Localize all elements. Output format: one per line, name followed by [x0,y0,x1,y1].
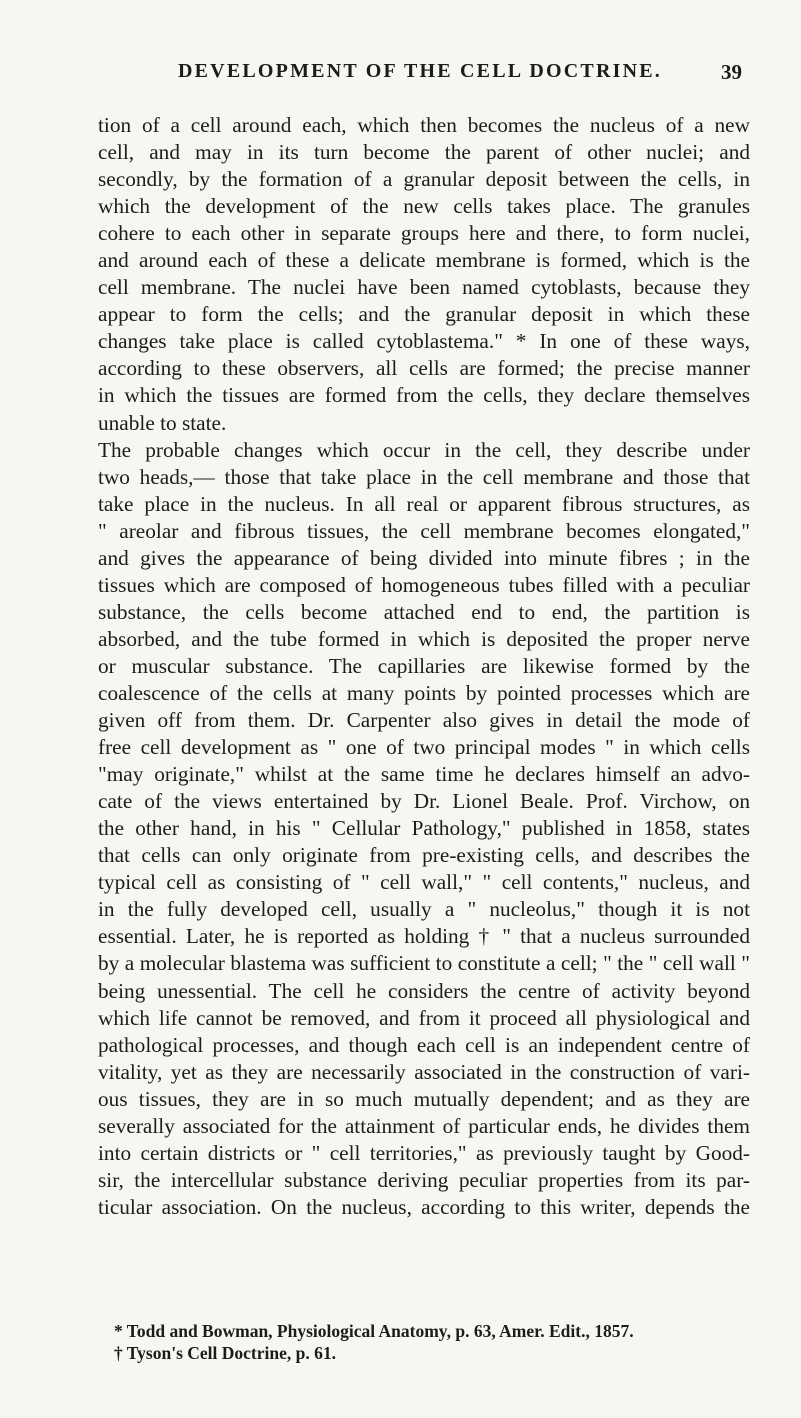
text-line: essential. Later, he is reported as holding † " that a nucleus surrounded [98,924,750,949]
text-line: sir, the intercellular substance deriving peculiar properties from its par- [98,1167,750,1192]
text-line: according to these observers, all cells are formed; the precise manner [98,356,750,381]
text-line: changes take place is called cytoblastema." * In one of these ways, [98,329,750,354]
running-title: DEVELOPMENT OF THE CELL DOCTRINE. [178,60,662,82]
text-line: severally associated for the attainment of particular ends, he divides them [98,1113,750,1138]
text-line: take place in the nucleus. In all real or apparent fibrous structures, as [98,491,750,516]
text-line: secondly, by the formation of a granular deposit between the cells, in [98,167,750,192]
text-line: substance, the cells become attached end to end, the partition is [98,599,750,624]
text-line: given off from them. Dr. Carpenter also gives in detail the mode of [98,708,750,733]
page-header [88,56,742,86]
text-line: that cells can only originate from pre-existing cells, and describes the [98,843,750,868]
text-line: and around each of these a delicate membrane is formed, which is the [98,248,750,273]
text-line: which the development of the new cells takes place. The granules [98,194,750,219]
text-line: and gives the appearance of being divided into minute fibres ; in the [98,545,750,570]
text-line: which life cannot be removed, and from it proceed all physiological and [98,1005,750,1030]
text-line: cell, and may in its turn become the parent of other nuclei; and [98,140,750,165]
text-line: ous tissues, they are in so much mutually dependent; and as they are [98,1086,750,1111]
text-line: in the fully developed cell, usually a " nucleolus," though it is not [98,897,750,922]
text-line: " areolar and fibrous tissues, the cell membrane becomes elongated," [98,518,750,543]
text-line: being unessential. The cell he considers the centre of activity beyond [98,978,750,1003]
text-line: cate of the views entertained by Dr. Lionel Beale. Prof. Virchow, on [98,789,750,814]
text-line: cohere to each other in separate groups here and there, to form nuclei, [98,221,750,246]
text-line: free cell development as " one of two principal modes " in which cells [98,735,750,760]
text-line: absorbed, and the tube formed in which is deposited the proper nerve [98,626,750,651]
text-line: typical cell as consisting of " cell wall," " cell contents," nucleus, and [98,870,750,895]
footnotes [114,1320,754,1364]
text-line: vitality, yet as they are necessarily associated in the construction of vari- [98,1059,750,1084]
body-text [98,112,750,1221]
text-line: or muscular substance. The capillaries are likewise formed by the [98,653,750,678]
text-line: "may originate," whilst at the same time he declares himself an advo- [98,762,750,787]
text-line: in which the tissues are formed from the cells, they declare themselves [98,383,750,408]
text-line-italic: by a molecular blastema was sufficient to constitute a cell; " the " cell wall " [98,951,750,976]
text-line: tion of a cell around each, which then becomes the nucleus of a new [98,113,750,137]
text-line: two heads,— those that take place in the cell membrane and those that [98,464,750,489]
text-line: ticular association. On the nucleus, according to this writer, depends the [98,1194,750,1219]
footnote: † Tyson's Cell Doctrine, p. 61. [114,1343,336,1363]
text-line: coalescence of the cells at many points by pointed processes which are [98,680,750,705]
text-line: The probable changes which occur in the cell, they describe under [98,437,750,462]
text-line: tissues which are composed of homogeneous tubes filled with a peculiar [98,572,750,597]
text-line: into certain districts or " cell territories," as previously taught by Good- [98,1140,750,1165]
text-line: unable to state. [98,410,227,435]
text-line: cell membrane. The nuclei have been named cytoblasts, because they [98,275,750,300]
footnote: * Todd and Bowman, Physiological Anatomy, p. 63, Amer. Edit., 1857. [114,1321,634,1341]
page-number: 39 [721,60,742,84]
text-line: the other hand, in his " Cellular Pathology," published in 1858, states [98,816,750,841]
text-line: pathological processes, and though each cell is an independent centre of [98,1032,750,1057]
text-line: appear to form the cells; and the granular deposit in which these [98,302,750,327]
